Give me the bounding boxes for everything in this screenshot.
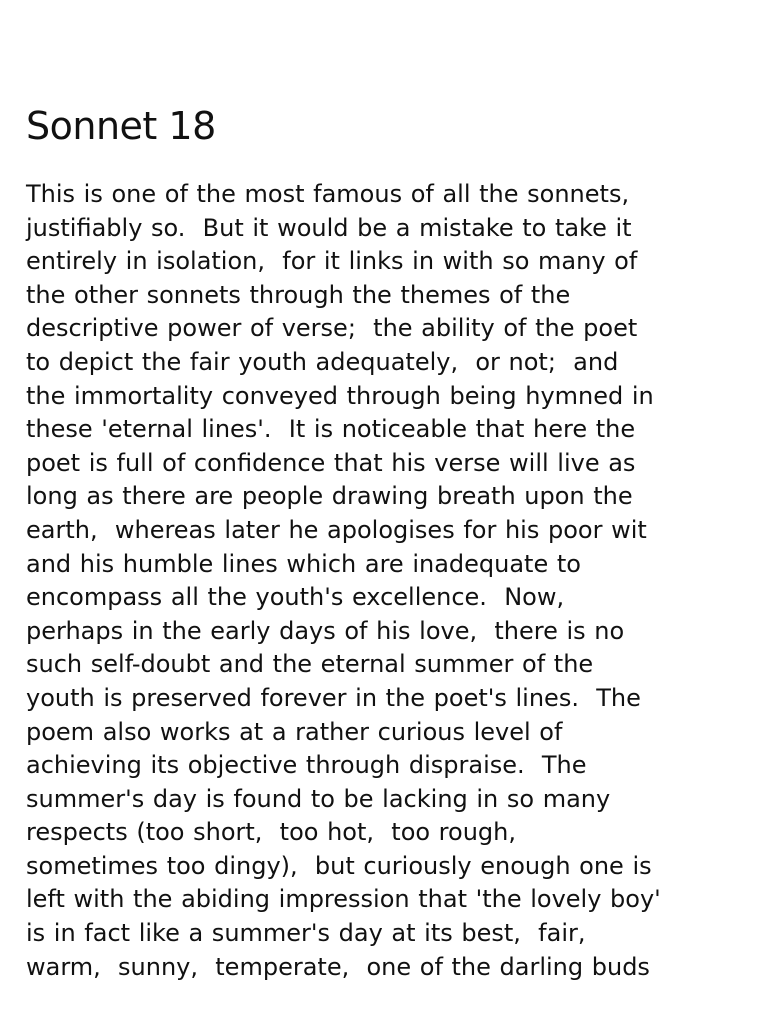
text-line: sometimes too dingy), but curiously enough one is <box>26 851 652 880</box>
text-line: achieving its objective through dispraise. The <box>26 751 587 780</box>
text-line: poet is full of confidence that his verse will live as <box>26 448 636 477</box>
text-line: entirely in isolation, for it links in with so many of <box>26 247 638 276</box>
text-line: justifiably so. But it would be a mistake to take it <box>26 213 632 242</box>
text-line: youth is preserved forever in the poet's lines. The <box>26 683 641 712</box>
text-line: encompass all the youth's excellence. Now, <box>26 583 565 612</box>
text-line: perhaps in the early days of his love, there is no <box>26 616 625 645</box>
text-line: descriptive power of verse; the ability of the poet <box>26 314 638 343</box>
text-line: such self-doubt and the eternal summer of the <box>26 650 594 679</box>
text-line: summer's day is found to be lacking in so many <box>26 784 611 813</box>
page-title: Sonnet 18 <box>26 104 216 148</box>
text-line: the immortality conveyed through being hymned in <box>26 381 654 410</box>
text-line: to depict the fair youth adequately, or not; and <box>26 347 619 376</box>
text-line: earth, whereas later he apologises for his poor wit <box>26 515 647 544</box>
text-line: warm, sunny, temperate, one of the darling buds <box>26 952 650 981</box>
text-line: the other sonnets through the themes of the <box>26 280 571 309</box>
text-line: is in fact like a summer's day at its best, fair, <box>26 919 586 948</box>
text-line: and his humble lines which are inadequate to <box>26 549 581 578</box>
text-line: these 'eternal lines'. It is noticeable that here the <box>26 415 636 444</box>
text-line: left with the abiding impression that 'the lovely boy' <box>26 885 661 914</box>
text-line: This is one of the most famous of all the sonnets, <box>26 180 630 208</box>
text-line: respects (too short, too hot, too rough, <box>26 818 516 847</box>
text-line: long as there are people drawing breath upon the <box>26 482 633 511</box>
text-line: poem also works at a rather curious level of <box>26 717 563 746</box>
body-paragraph <box>26 178 756 984</box>
